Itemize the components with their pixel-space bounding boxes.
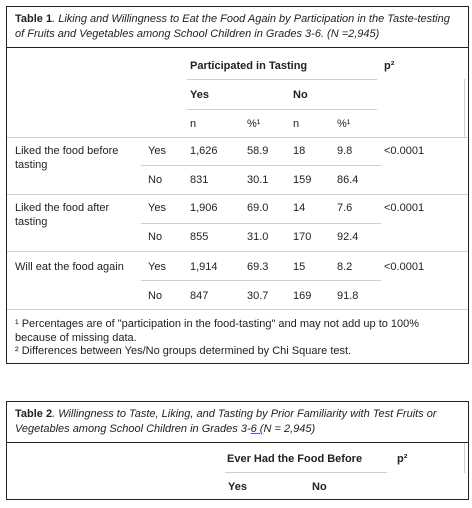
cell-yes-n: 855: [190, 231, 209, 243]
cell-yes-pct: 31.0: [247, 231, 269, 243]
cell-no-n: 170: [293, 231, 312, 243]
cell-no-n: 159: [293, 174, 312, 186]
row-label: Liked the food before tasting: [15, 145, 119, 171]
table-1-caption-title: Table 1: [15, 13, 53, 25]
table-2: [6, 401, 469, 500]
cell-no-pct: 7.6: [337, 202, 353, 214]
table-2-caption: [15, 407, 460, 437]
caption-divider: [7, 47, 468, 48]
cell-yes-n: 831: [190, 174, 209, 186]
footnote-1: ¹ Percentages are of "participation in the food-tasting" and may not add up to 100% because of missing data.: [15, 318, 420, 344]
header-no: No: [312, 481, 327, 493]
header-participated: Participated in Tasting: [190, 60, 308, 72]
table-2-caption-n: N = 2,945): [263, 423, 316, 435]
header-no: No: [293, 89, 308, 101]
header-rule: [225, 472, 387, 473]
col-no-pct: %¹: [337, 118, 351, 130]
cell-p: <0.0001: [384, 261, 425, 273]
row-label: Liked the food after tasting: [15, 202, 110, 228]
cell-no-pct: 91.8: [337, 290, 359, 302]
row-response: Yes: [148, 261, 166, 273]
col-no-n: n: [293, 118, 300, 130]
col-yes-pct: %¹: [247, 118, 261, 130]
subheader-rule: [187, 109, 377, 110]
cell-no-pct: 86.4: [337, 174, 359, 186]
header-p-value: p²: [397, 453, 408, 465]
cell-yes-pct: 30.1: [247, 174, 269, 186]
cell-p: <0.0001: [384, 145, 425, 157]
header-bottom-rule: [7, 137, 468, 138]
cell-no-n: 15: [293, 261, 306, 273]
cell-yes-pct: 30.7: [247, 290, 269, 302]
cell-no-n: 14: [293, 202, 306, 214]
header-yes: Yes: [228, 481, 247, 493]
right-edge-rule: [464, 443, 465, 473]
table-1-caption-text: . Liking and Willingness to Eat the Food Again by Participation in the Taste-testing of Fruits and Vegetables among School Children in Grades 3-6. (N =2,945): [15, 13, 450, 40]
cell-yes-pct: 69.3: [247, 261, 269, 273]
table-2-caption-marked: 6 (: [250, 423, 264, 435]
cell-p: <0.0001: [384, 202, 425, 214]
row-response: No: [148, 174, 163, 186]
right-edge-rule: [464, 79, 465, 137]
group-rule: [7, 194, 468, 195]
cell-no-pct: 9.8: [337, 145, 353, 157]
header-ever-had: Ever Had the Food Before: [227, 453, 363, 465]
header-yes: Yes: [190, 89, 209, 101]
cell-no-n: 18: [293, 145, 306, 157]
table-2-caption-title: Table 2: [15, 408, 53, 420]
row-response: Yes: [148, 202, 166, 214]
footnote-divider: [7, 309, 468, 310]
row-response: No: [148, 231, 163, 243]
cell-no-n: 169: [293, 290, 312, 302]
cell-yes-n: 1,626: [190, 145, 218, 157]
table-1: [6, 6, 469, 364]
cell-no-pct: 8.2: [337, 261, 353, 273]
cell-yes-n: 1,906: [190, 202, 218, 214]
table-2-caption-text: . Willingness to Taste, Liking, and Tasting by Prior Familiarity with Test Fruits or Vegetables among School Children in Grades 3-: [15, 408, 437, 435]
group-rule: [7, 251, 468, 252]
cell-yes-pct: 69.0: [247, 202, 269, 214]
row-rule: [141, 165, 381, 166]
header-rule: [187, 79, 377, 80]
row-label: Will eat the food again: [15, 261, 124, 273]
caption-divider: [7, 442, 468, 443]
cell-yes-n: 1,914: [190, 261, 218, 273]
cell-no-pct: 92.4: [337, 231, 359, 243]
cell-yes-pct: 58.9: [247, 145, 269, 157]
row-response: No: [148, 290, 163, 302]
row-rule: [141, 223, 381, 224]
table-1-caption: [15, 12, 460, 42]
cell-yes-n: 847: [190, 290, 209, 302]
row-rule: [141, 280, 381, 281]
footnote-2: ² Differences between Yes/No groups determined by Chi Square test.: [15, 345, 352, 357]
header-p-value: p²: [384, 60, 395, 72]
row-response: Yes: [148, 145, 166, 157]
col-yes-n: n: [190, 118, 197, 130]
